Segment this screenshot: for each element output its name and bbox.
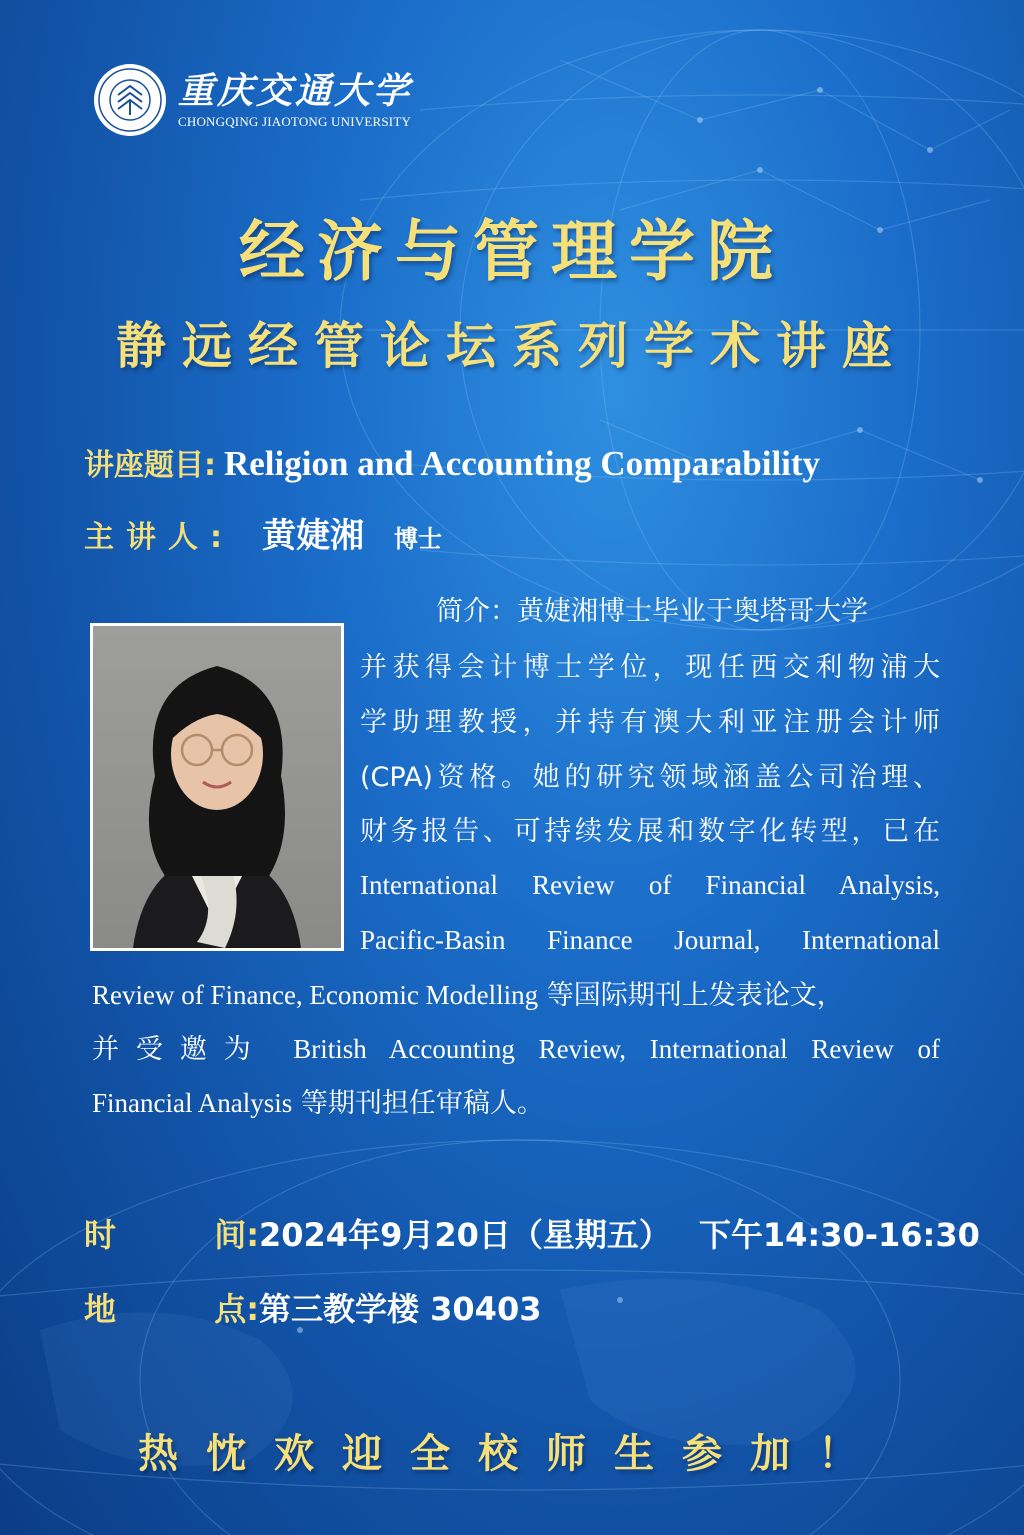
university-name-en: CHONGQING JIAOTONG UNIVERSITY — [178, 114, 412, 129]
place-row — [84, 1284, 541, 1330]
bio-text: 等期刊担任审稿人。 — [292, 1088, 544, 1119]
speaker-title: 博士 — [394, 524, 442, 553]
time-label-part: 时 — [84, 1216, 117, 1254]
bio-journal-text: British Accounting Review, International Review of — [293, 1034, 940, 1064]
topic-row — [84, 440, 820, 484]
bio-line: 财务报告、可持续发展和数字化转型，已在 — [360, 816, 940, 847]
bio-line — [92, 1087, 544, 1120]
time-hours: 下午14:30-16:30 — [698, 1216, 980, 1254]
time-value — [259, 1210, 980, 1256]
topic-label: 讲座题目: — [84, 448, 216, 483]
bio-line: 简介：黄婕湘博士毕业于奥塔哥大学 — [436, 596, 868, 627]
school-title: 经济与管理学院 — [239, 213, 785, 290]
time-row — [84, 1210, 980, 1256]
place-label — [84, 1284, 259, 1330]
speaker-name: 黄婕湘 — [262, 516, 364, 556]
bio-line — [92, 979, 844, 1012]
bio-line: International Review of Financial Analysis, — [360, 870, 940, 900]
bio-line: (CPA)资格。她的研究领域涵盖公司治理、 — [360, 762, 940, 793]
bio-text: 等国际期刊上发表论文， — [538, 980, 844, 1011]
bio-text: 并受邀为 — [92, 1034, 294, 1065]
forum-title: 静远经管论坛系列学术讲座 — [116, 317, 908, 375]
place-label-part: 地 — [84, 1290, 117, 1328]
place-label-part: 点: — [214, 1290, 259, 1328]
university-name-cn: 重庆交通大学 — [178, 70, 413, 112]
time-label-part: 间: — [214, 1216, 259, 1254]
time-date: 2024年9月20日（星期五） — [259, 1216, 671, 1254]
speaker-label: 主讲人: — [84, 520, 234, 555]
welcome-message: 热忱欢迎全校师生参加！ — [138, 1431, 886, 1477]
university-logo — [92, 62, 412, 138]
place-value: 第三教学楼 30403 — [259, 1290, 542, 1328]
bio-line: 并获得会计博士学位，现任西交利物浦大 — [360, 652, 940, 683]
bio-journal-text: Financial Analysis — [92, 1088, 293, 1118]
speaker-photo — [90, 623, 344, 951]
speaker-row — [84, 508, 442, 557]
topic-value: Religion and Accounting Comparability — [224, 444, 821, 483]
university-seal-icon — [92, 62, 168, 138]
bio-line — [92, 1033, 940, 1066]
bio-line: Pacific-Basin Finance Journal, International — [360, 925, 940, 955]
bio-journal-text: Review of Finance, Economic Modelling — [92, 980, 539, 1010]
bio-line: 学助理教授，并持有澳大利亚注册会计师 — [360, 707, 940, 738]
time-label — [84, 1210, 259, 1256]
